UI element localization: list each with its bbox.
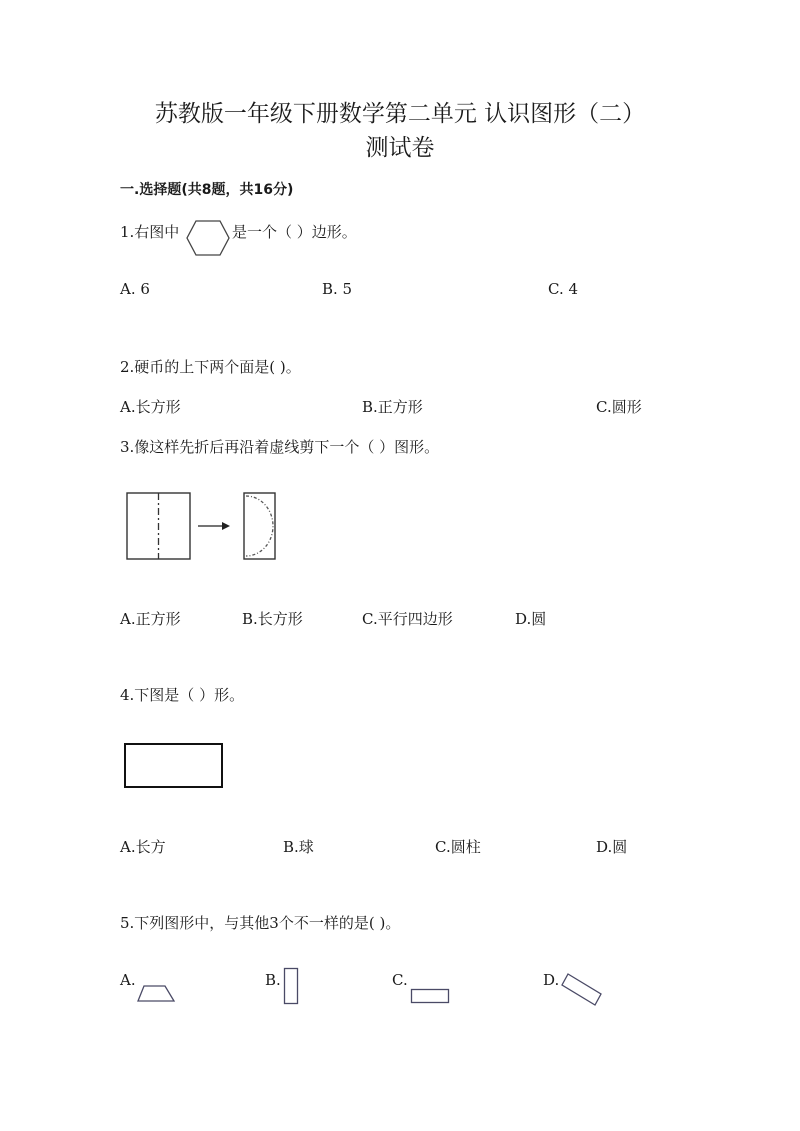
arrow-head [222, 522, 230, 530]
question-5-text: 5.下列图形中，与其他3个不一样的是( )。 [120, 914, 401, 932]
q5-option-c[interactable]: C. [392, 971, 408, 989]
q5-shape-a-trapezoid [137, 984, 177, 1004]
folded-paper [244, 493, 275, 559]
q1-option-a[interactable]: A. 6 [120, 280, 150, 298]
fold-cut-diagram [126, 492, 281, 562]
rectangle-figure [124, 743, 224, 789]
q4-option-b[interactable]: B.球 [283, 838, 314, 856]
q2-option-c[interactable]: C.圆形 [596, 398, 642, 416]
q3-option-b[interactable]: B.长方形 [242, 610, 303, 628]
page-title: 苏教版一年级下册数学第二单元 认识图形（二） [154, 101, 646, 127]
section-heading: 一.选择题(共8题，共16分) [120, 182, 294, 198]
q5-shape-d-rotated-rectangle [560, 972, 604, 1010]
question-2-text: 2.硬币的上下两个面是( )。 [120, 358, 301, 376]
hexagon-figure [186, 218, 230, 258]
q5-shape-b-rectangle [283, 967, 301, 1007]
q5-option-d[interactable]: D. [543, 971, 560, 989]
q3-option-c[interactable]: C.平行四边形 [362, 610, 453, 628]
question-4-text: 4.下图是（ ）形。 [120, 686, 245, 704]
q4-option-d[interactable]: D.圆 [596, 838, 628, 856]
question-1-prefix: 1.右图中 [120, 223, 180, 241]
q4-option-c[interactable]: C.圆柱 [435, 838, 481, 856]
question-1-suffix: 是一个（ ）边形。 [232, 223, 357, 241]
q5-option-a[interactable]: A. [120, 971, 136, 989]
cut-arc [246, 496, 273, 556]
q3-option-d[interactable]: D.圆 [515, 610, 547, 628]
q1-option-b[interactable]: B. 5 [322, 280, 353, 298]
q1-option-c[interactable]: C. 4 [548, 280, 579, 298]
q2-option-a[interactable]: A.长方形 [120, 398, 181, 416]
q5-option-b[interactable]: B. [265, 971, 281, 989]
q5-shape-c-rectangle [410, 988, 452, 1006]
question-3-text: 3.像这样先折后再沿着虚线剪下一个（ ）图形。 [120, 438, 440, 456]
page-subtitle: 测试卷 [365, 135, 435, 161]
q3-option-a[interactable]: A.正方形 [120, 610, 181, 628]
q2-option-b[interactable]: B.正方形 [362, 398, 423, 416]
q4-option-a[interactable]: A.长方 [120, 838, 166, 856]
